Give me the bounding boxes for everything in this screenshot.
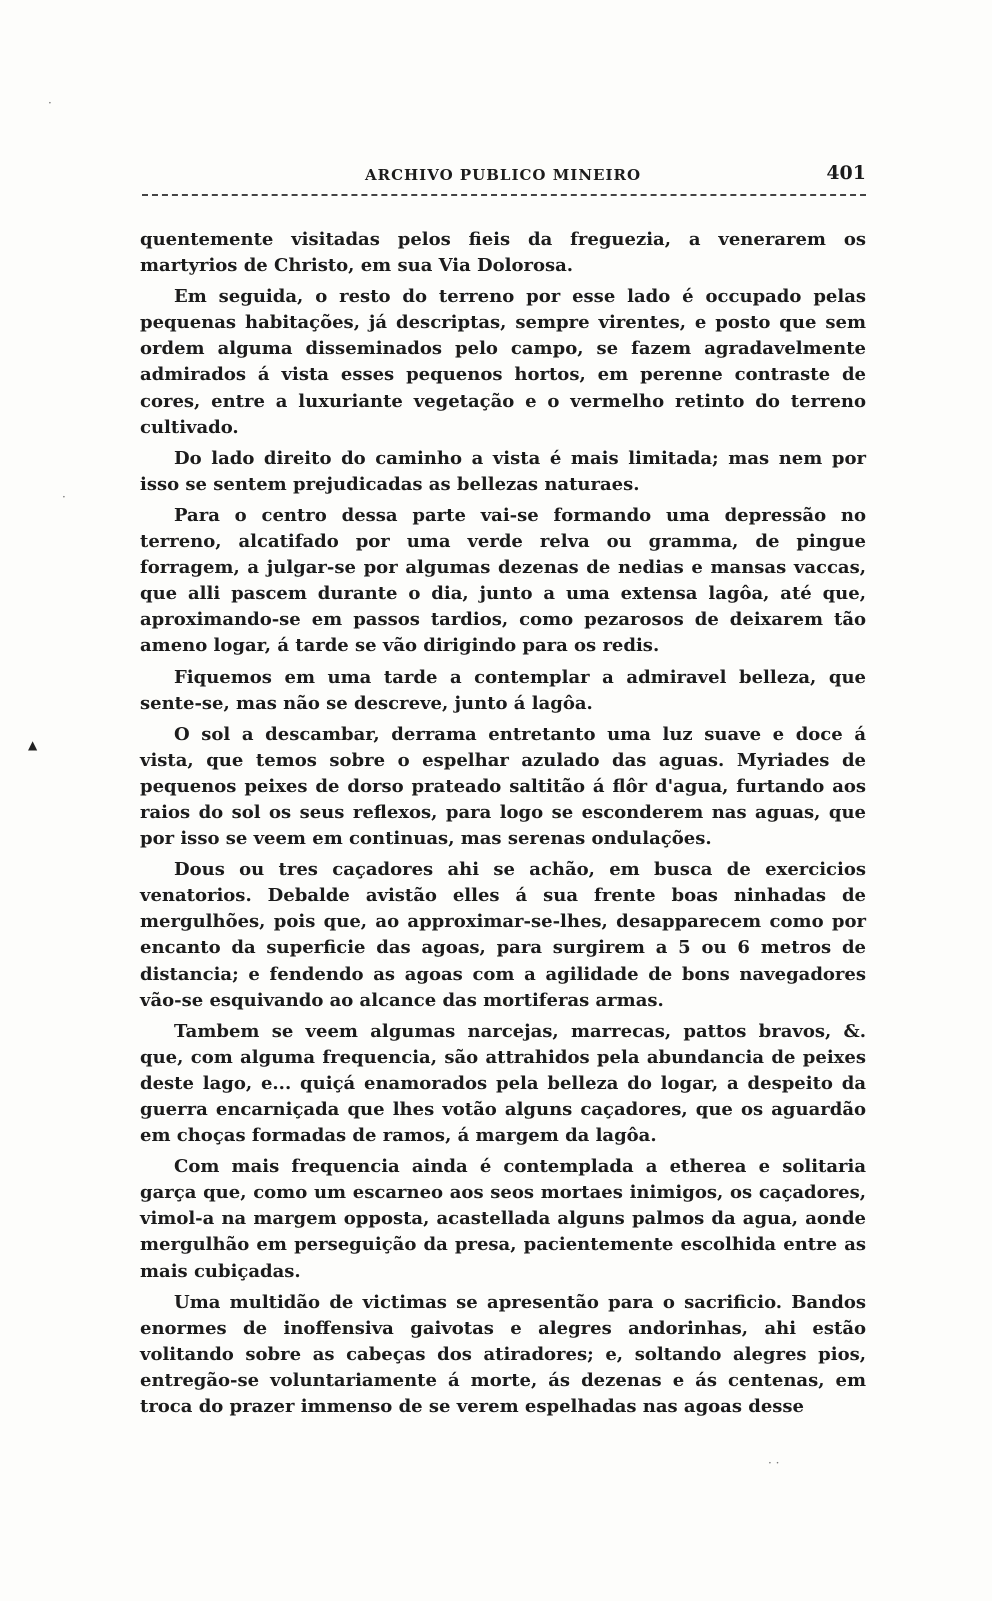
paragraph: Com mais frequencia ainda é contemplada a etherea e solitaria garça que, como um escarneo aos seos mortaes inimigos, os caçadores, vimol-a na margem opposta, acastellada alguns palmos da agua, aonde mergulhão em perseguição da presa, pacientemente escolhida entre as mais cubiçadas. <box>140 1156 866 1282</box>
paragraph: Para o centro dessa parte vai-se formando uma depressão no terreno, alcatifado por uma verde relva ou gramma, de pingue forragem, a julgar-se por algumas dezenas de nedias e mansas vaccas, que alli pascem durante o dia, junto a uma extensa lagôa, até que, aproximando-se em passos tardios, como pezarosos de deixarem tão ameno logar, á tarde se vão dirigindo para os redis. <box>140 504 866 657</box>
body-text <box>140 227 866 1425</box>
running-header <box>140 160 866 190</box>
scan-speck: · <box>48 96 52 110</box>
paragraph: Dous ou tres caçadores ahi se achão, em busca de exercicios venatorios. Debalde avistão elles á sua frente boas ninhadas de mergulhões, pois que, ao approximar-se-lhes, desapparecem como por encanto da superficie das agoas, para surgirem a 5 ou 6 metros de distancia; e fendendo as agoas com a agilidade de bons navegadores vão-se esquivando ao alcance das mortiferas armas. <box>140 859 866 1011</box>
paragraph: O sol a descambar, derrama entretanto uma luz suave e doce á vista, que temos sobre o espelhar azulado das aguas. Myriades de pequenos peixes de dorso prateado saltitão á flôr d'agua, furtando aos raios do sol os seus reflexos, para logo se esconderem nas aguas, que por isso se veem em continuas, mas serenas ondulações. <box>140 723 866 850</box>
paragraph: quentemente visitadas pelos fieis da freguezia, a venerarem os martyrios de Christo, em sua Via Dolorosa. <box>140 229 866 277</box>
header-title: ARCHIVO PUBLICO MINEIRO <box>364 166 642 184</box>
margin-mark: ▲ <box>28 738 38 752</box>
paragraph: Fiquemos em uma tarde a contemplar a admiravel belleza, que sente-se, mas não se descreve, junto á lagôa. <box>140 666 866 714</box>
scan-speck: · <box>62 490 66 504</box>
paragraph: Tambem se veem algumas narcejas, marrecas, pattos bravos, &. que, com alguma frequencia, são attrahidos pela abundancia de peixes deste lago, e... quiçá enamorados pela belleza do logar, a despeito da guerra encarniçada que lhes votão alguns caçadores, que os aguardão em choças formadas de ramos, á margem da lagôa. <box>140 1020 866 1147</box>
header-divider <box>142 194 866 196</box>
paragraph: Do lado direito do caminho a vista é mais limitada; mas nem por isso se sentem prejudicadas as bellezas naturaes. <box>140 447 866 495</box>
scan-speck: · · <box>768 1456 780 1470</box>
paragraph: Uma multidão de victimas se apresentão para o sacrificio. Bandos enormes de inoffensiva gaivotas e alegres andorinhas, ahi estão volitando sobre as cabeças dos atiradores; e, soltando alegres pios, entregão-se voluntariamente á morte, ás dezenas e ás centenas, em troca do prazer immenso de se verem espelhadas nas agoas desse <box>140 1291 866 1418</box>
paragraph: Em seguida, o resto do terreno por esse lado é occupado pelas pequenas habitações, já descriptas, sempre virentes, e posto que sem ordem alguma disseminados pelo campo, se fazem agradavelmente admirados á vista esses pequenos hortos, em perenne contraste de cores, entre a luxuriante vegetação e o vermelho retinto do terreno cultivado. <box>140 286 866 438</box>
page-number: 401 <box>826 162 866 184</box>
